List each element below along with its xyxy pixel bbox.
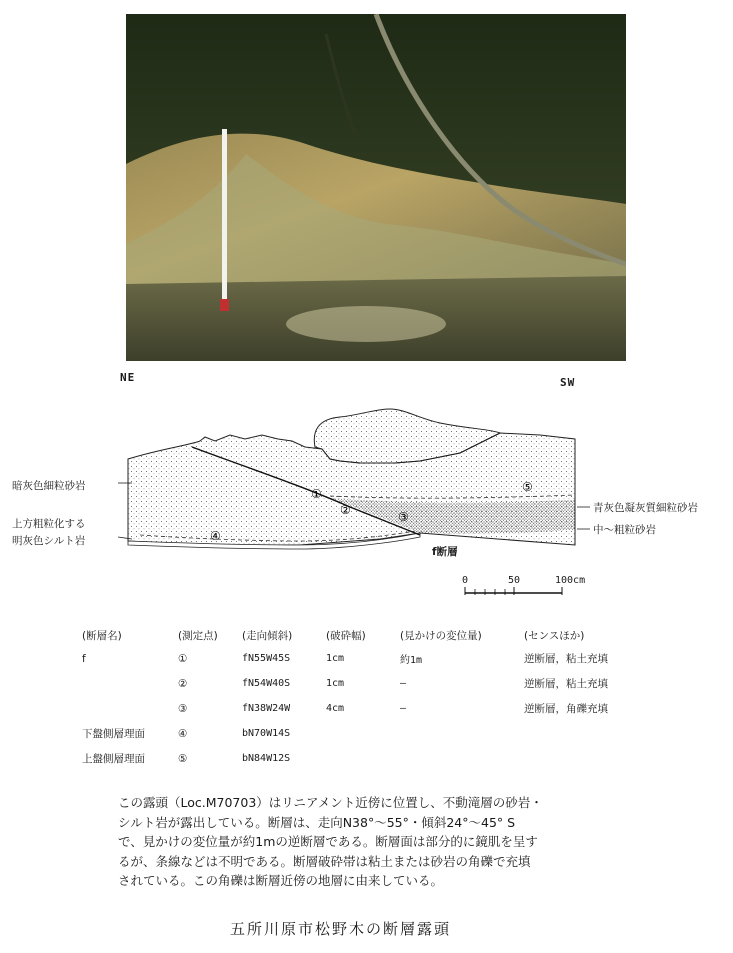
table-row — [82, 696, 654, 721]
point-1: ① — [311, 487, 322, 501]
table-row — [82, 721, 654, 746]
cell-sense: 逆断層，粘土充填 — [524, 678, 608, 690]
cell-sense — [524, 721, 654, 746]
description-line: で、見かけの変位量が約1mの逆断層である。断層面は部分的に鏡肌を呈す — [118, 834, 538, 849]
cell-displacement — [400, 721, 524, 746]
point-4: ④ — [210, 529, 221, 543]
cell-name — [82, 671, 178, 696]
label-fault: f断層 — [432, 546, 458, 558]
label-medium-coarse: 中～粗粒砂岩 — [593, 524, 656, 536]
cell-sense: 逆断層，角礫充填 — [524, 703, 608, 715]
table-header-row — [82, 624, 654, 646]
cell-displacement: — — [400, 678, 407, 689]
description-line: シルト岩が露出している。断層は、走向N38°～55°・傾斜24°～45° S — [118, 814, 516, 830]
cell-point: ② — [178, 677, 188, 690]
cell-strike: bN84W12S — [242, 753, 291, 764]
outcrop-photo — [126, 14, 626, 361]
cell-width — [326, 746, 400, 771]
cell-strike: fN54W40S — [242, 678, 291, 689]
point-3: ③ — [398, 510, 409, 524]
scale-end: 100cm — [555, 575, 586, 586]
table-row — [82, 671, 654, 696]
cell-width: 4cm — [326, 703, 345, 714]
cell-displacement — [400, 746, 524, 771]
label-blue-gray-tuff: 青灰色凝灰質細粒砂岩 — [593, 502, 698, 514]
description-paragraph — [118, 793, 618, 891]
figure-caption: 五所川原市松野木の断層露頭 — [230, 920, 452, 938]
cell-displacement: 約1m — [400, 655, 423, 666]
table-row — [82, 746, 654, 771]
cell-sense — [524, 746, 654, 771]
orientation-sw: SW — [560, 376, 576, 389]
measurement-table — [82, 624, 654, 771]
label-upward-coarsening: 上方粗粒化する — [12, 518, 86, 530]
cell-width — [326, 721, 400, 746]
cell-point: ① — [178, 652, 188, 665]
header-width: (破砕幅) — [326, 629, 366, 642]
scale-bar — [465, 587, 562, 595]
cell-width: 1cm — [326, 653, 345, 664]
orientation-ne: NE — [120, 371, 136, 384]
table-row — [82, 646, 654, 671]
header-sense: (センスほか) — [524, 629, 585, 642]
label-dark-gray-sandstone: 暗灰色細粒砂岩 — [12, 480, 86, 492]
header-displacement: (見かけの変位量) — [400, 629, 482, 642]
cell-name: f — [82, 652, 86, 665]
cell-point: ③ — [178, 702, 188, 715]
cell-width: 1cm — [326, 678, 345, 689]
description-line: されている。この角礫は断層近傍の地層に由来している。 — [118, 873, 444, 888]
scale-zero: 0 — [462, 575, 469, 586]
cell-name: 上盤側層理面 — [82, 753, 145, 765]
cell-name — [82, 696, 178, 721]
cell-point: ④ — [178, 727, 188, 740]
cell-strike: fN38W24W — [242, 703, 291, 714]
outcrop-photo-image — [126, 14, 626, 361]
cell-displacement: — — [400, 703, 407, 714]
header-fault-name: (断層名) — [82, 629, 122, 642]
cell-strike: bN70W14S — [242, 728, 291, 739]
label-light-gray-siltstone: 明灰色シルト岩 — [12, 535, 86, 547]
cell-point: ⑤ — [178, 752, 188, 765]
point-5: ⑤ — [522, 480, 533, 494]
cell-sense: 逆断層，粘土充填 — [524, 653, 608, 665]
description-line: るが、条線などは不明である。断層破砕帯は粘土または砂岩の角礫で充填 — [118, 853, 531, 869]
scale-mid: 50 — [508, 575, 521, 586]
description-line: この露頭（Loc.M70703）はリニアメント近傍に位置し、不動滝層の砂岩・ — [118, 795, 543, 810]
cell-name: 下盤側層理面 — [82, 728, 145, 740]
header-strike-dip: (走向傾斜) — [242, 629, 293, 642]
header-point: (測定点) — [178, 629, 218, 642]
cell-strike: fN55W45S — [242, 653, 291, 664]
point-2: ② — [340, 503, 351, 517]
